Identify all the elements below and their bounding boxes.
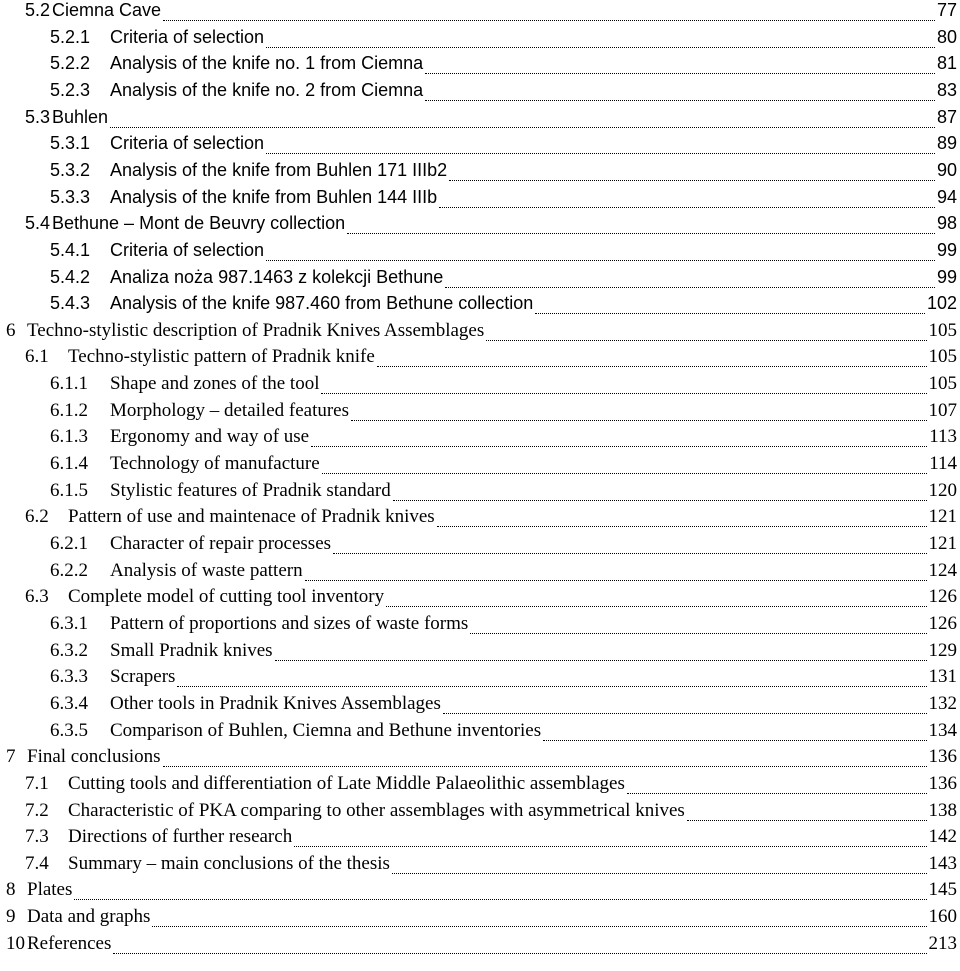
toc-dot-leader — [470, 633, 927, 634]
toc-section-number: 6.3.3 — [50, 666, 88, 687]
toc-page-number: 132 — [928, 693, 957, 714]
toc-entry[interactable] — [0, 506, 957, 533]
toc-entry[interactable] — [0, 320, 957, 347]
toc-section-number: 5.4.3 — [50, 293, 91, 313]
toc-dot-leader — [110, 127, 935, 128]
toc-section-number: 5.3.1 — [50, 133, 91, 153]
toc-entry[interactable] — [0, 826, 957, 853]
toc-section-number: 6.1.3 — [50, 426, 88, 447]
toc-dot-leader — [449, 180, 935, 181]
toc-entry[interactable] — [0, 27, 957, 54]
toc-dot-leader — [377, 366, 927, 367]
toc-page-number: 94 — [936, 187, 957, 207]
toc-section-number: 5.2.2 — [50, 53, 91, 73]
toc-section-number: 8 — [6, 879, 16, 900]
toc-page-number: 80 — [936, 27, 957, 47]
toc-section-title: Criteria of selection — [110, 133, 265, 153]
toc-dot-leader — [392, 873, 927, 874]
toc-section-number: 5.3.3 — [50, 187, 91, 207]
toc-entry[interactable] — [0, 293, 957, 320]
toc-entry[interactable] — [0, 400, 957, 427]
toc-entry[interactable] — [0, 640, 957, 667]
toc-entry[interactable] — [0, 160, 957, 187]
toc-page-number: 83 — [936, 80, 957, 100]
toc-section-title: Ergonomy and way of use — [110, 426, 310, 447]
toc-dot-leader — [386, 606, 927, 607]
toc-section-title: Analysis of the knife 987.460 from Bethune collection — [110, 293, 534, 313]
toc-dot-leader — [275, 660, 927, 661]
toc-section-title: Morphology – detailed features — [110, 400, 350, 421]
toc-dot-leader — [311, 446, 927, 447]
toc-section-number: 6.3 — [25, 586, 49, 607]
toc-section-title: Analysis of the knife no. 2 from Ciemna — [110, 80, 424, 100]
toc-page-number: 145 — [928, 879, 957, 900]
toc-section-number: 6.1.2 — [50, 400, 88, 421]
toc-section-title: Final conclusions — [27, 746, 161, 767]
toc-dot-leader — [437, 526, 927, 527]
toc-dot-leader — [425, 100, 935, 101]
toc-page-number: 126 — [928, 613, 957, 634]
toc-entry[interactable] — [0, 746, 957, 773]
toc-page-number: 131 — [928, 666, 957, 687]
toc-dot-leader — [627, 793, 927, 794]
toc-page-number: 99 — [936, 240, 957, 260]
toc-section-title: Complete model of cutting tool inventory — [68, 586, 385, 607]
toc-dot-leader — [163, 20, 935, 21]
toc-entry[interactable] — [0, 80, 957, 107]
toc-section-title: Other tools in Pradnik Knives Assemblages — [110, 693, 441, 714]
toc-dot-leader — [347, 233, 935, 234]
toc-dot-leader — [177, 686, 927, 687]
toc-entry[interactable] — [0, 560, 957, 587]
toc-section-number: 5.2.3 — [50, 80, 91, 100]
toc-entry[interactable] — [0, 800, 957, 827]
toc-page-number: 102 — [926, 293, 957, 313]
toc-dot-leader — [152, 926, 927, 927]
toc-section-title: Small Pradnik knives — [110, 640, 273, 661]
toc-entry[interactable] — [0, 346, 957, 373]
toc-page-number: 136 — [928, 773, 957, 794]
toc-entry[interactable] — [0, 267, 957, 294]
toc-section-title: Analysis of the knife from Buhlen 171 IIIb2 — [110, 160, 448, 180]
toc-section-number: 7 — [6, 746, 16, 767]
toc-section-number: 6.1.5 — [50, 480, 88, 501]
toc-entry[interactable] — [0, 187, 957, 214]
toc-page-number: 90 — [936, 160, 957, 180]
toc-entry[interactable] — [0, 693, 957, 720]
toc-dot-leader — [351, 420, 927, 421]
toc-dot-leader — [266, 260, 935, 261]
toc-section-number: 6.1.1 — [50, 373, 88, 394]
toc-dot-leader — [294, 846, 927, 847]
toc-page-number: 124 — [928, 560, 957, 581]
toc-section-number: 7.1 — [25, 773, 49, 794]
toc-page-number: 136 — [928, 746, 957, 767]
toc-section-title: Pattern of use and maintenace of Pradnik knives — [68, 506, 435, 527]
toc-section-title: Pattern of proportions and sizes of waste forms — [110, 613, 469, 634]
toc-entry[interactable] — [0, 133, 957, 160]
toc-section-title: Cutting tools and differentiation of Late Middle Palaeolithic assemblages — [68, 773, 625, 794]
toc-page-number: 138 — [928, 800, 957, 821]
toc-section-title: Plates — [27, 879, 73, 900]
toc-section-number: 5.4.1 — [50, 240, 91, 260]
toc-entry[interactable] — [0, 453, 957, 480]
toc-section-number: 6 — [6, 320, 16, 341]
toc-dot-leader — [443, 713, 927, 714]
toc-section-title: Techno-stylistic pattern of Pradnik knife — [68, 346, 375, 367]
toc-dot-leader — [113, 953, 927, 954]
toc-entry[interactable] — [0, 720, 957, 747]
toc-page-number: 113 — [929, 426, 957, 447]
toc-section-number: 5.2 — [25, 0, 51, 20]
toc-section-title: Techno-stylistic description of Pradnik Knives Assemblages — [27, 320, 485, 341]
toc-dot-leader — [266, 47, 935, 48]
toc-page-number: 81 — [936, 53, 957, 73]
toc-section-title: Analiza noża 987.1463 z kolekcji Bethune — [110, 267, 444, 287]
toc-section-number: 5.4 — [25, 213, 51, 233]
toc-dot-leader — [425, 73, 935, 74]
toc-page-number: 114 — [929, 453, 957, 474]
toc-entry[interactable] — [0, 53, 957, 80]
toc-dot-leader — [333, 553, 927, 554]
toc-section-number: 9 — [6, 906, 16, 927]
toc-page-number: 120 — [928, 480, 957, 501]
toc-section-title: References — [27, 933, 112, 954]
toc-section-number: 6.2 — [25, 506, 49, 527]
toc-section-number: 5.2.1 — [50, 27, 91, 47]
toc-section-title: Shape and zones of the tool — [110, 373, 320, 394]
toc-section-number: 7.2 — [25, 800, 49, 821]
toc-page-number: 142 — [928, 826, 957, 847]
toc-page-number: 121 — [928, 506, 957, 527]
toc-section-number: 5.4.2 — [50, 267, 91, 287]
toc-dot-leader — [322, 473, 927, 474]
toc-section-title: Character of repair processes — [110, 533, 332, 554]
toc-section-title: Analysis of waste pattern — [110, 560, 303, 581]
toc-section-title: Directions of further research — [68, 826, 293, 847]
toc-section-title: Bethune – Mont de Beuvry collection — [52, 213, 346, 233]
toc-entry[interactable] — [0, 240, 957, 267]
toc-page-number: 107 — [928, 400, 957, 421]
toc-page-number: 143 — [928, 853, 957, 874]
toc-entry[interactable] — [0, 0, 957, 27]
toc-dot-leader — [305, 580, 927, 581]
toc-entry[interactable] — [0, 480, 957, 507]
toc-page-number: 121 — [928, 533, 957, 554]
toc-dot-leader — [439, 207, 935, 208]
toc-section-number: 6.1.4 — [50, 453, 88, 474]
toc-section-title: Summary – main conclusions of the thesis — [68, 853, 390, 874]
toc-section-number: 6.2.1 — [50, 533, 88, 554]
toc-section-number: 6.3.2 — [50, 640, 88, 661]
toc-entry[interactable] — [0, 933, 957, 960]
toc-dot-leader — [535, 313, 925, 314]
toc-section-number: 7.4 — [25, 853, 49, 874]
toc-page-number: 98 — [936, 213, 957, 233]
toc-section-title: Characteristic of PKA comparing to other assemblages with asymmetrical knives — [68, 800, 685, 821]
toc-section-number: 6.3.4 — [50, 693, 88, 714]
toc-dot-leader — [393, 500, 927, 501]
toc-page-number: 213 — [928, 933, 957, 954]
toc-section-title: Analysis of the knife from Buhlen 144 IIIb — [110, 187, 438, 207]
toc-dot-leader — [266, 153, 935, 154]
toc-section-number: 6.3.5 — [50, 720, 88, 741]
toc-section-number: 6.1 — [25, 346, 49, 367]
toc-entry[interactable] — [0, 533, 957, 560]
toc-section-number: 7.3 — [25, 826, 49, 847]
toc-section-number: 6.2.2 — [50, 560, 88, 581]
toc-entry[interactable] — [0, 213, 957, 240]
toc-page-number: 126 — [928, 586, 957, 607]
toc-entry[interactable] — [0, 613, 957, 640]
toc-page-number: 105 — [928, 346, 957, 367]
toc-entry[interactable] — [0, 906, 957, 933]
toc-page-number: 77 — [936, 0, 957, 20]
toc-entry[interactable] — [0, 373, 957, 400]
toc-page-number: 87 — [936, 107, 957, 127]
toc-entry[interactable] — [0, 853, 957, 880]
toc-page-number: 105 — [928, 320, 957, 341]
toc-entry[interactable] — [0, 426, 957, 453]
toc-dot-leader — [445, 287, 935, 288]
toc-page-number: 105 — [928, 373, 957, 394]
toc-entry[interactable] — [0, 107, 957, 134]
toc-page-number: 89 — [936, 133, 957, 153]
toc-section-title: Analysis of the knife no. 1 from Ciemna — [110, 53, 424, 73]
toc-entry[interactable] — [0, 879, 957, 906]
toc-section-number: 10 — [6, 933, 25, 954]
toc-entry[interactable] — [0, 586, 957, 613]
toc-section-title: Criteria of selection — [110, 27, 265, 47]
toc-dot-leader — [163, 766, 927, 767]
toc-section-number: 5.3 — [25, 107, 51, 127]
toc-entry[interactable] — [0, 773, 957, 800]
toc-entry[interactable] — [0, 666, 957, 693]
toc-dot-leader — [486, 340, 927, 341]
toc-section-title: Technology of manufacture — [110, 453, 320, 474]
toc-dot-leader — [74, 899, 927, 900]
toc-page-number: 129 — [928, 640, 957, 661]
toc-dot-leader — [687, 820, 927, 821]
toc-section-title: Comparison of Buhlen, Ciemna and Bethune inventories — [110, 720, 542, 741]
toc-section-title: Scrapers — [110, 666, 176, 687]
toc-section-title: Ciemna Cave — [52, 0, 162, 20]
toc-page-number: 160 — [928, 906, 957, 927]
toc-dot-leader — [321, 393, 927, 394]
toc-page-number: 99 — [936, 267, 957, 287]
toc-section-title: Criteria of selection — [110, 240, 265, 260]
toc-page-number: 134 — [928, 720, 957, 741]
toc-section-number: 6.3.1 — [50, 613, 88, 634]
toc-section-title: Data and graphs — [27, 906, 151, 927]
toc-section-title: Stylistic features of Pradnik standard — [110, 480, 391, 501]
toc-section-title: Buhlen — [52, 107, 109, 127]
toc-dot-leader — [543, 740, 927, 741]
toc-section-number: 5.3.2 — [50, 160, 91, 180]
